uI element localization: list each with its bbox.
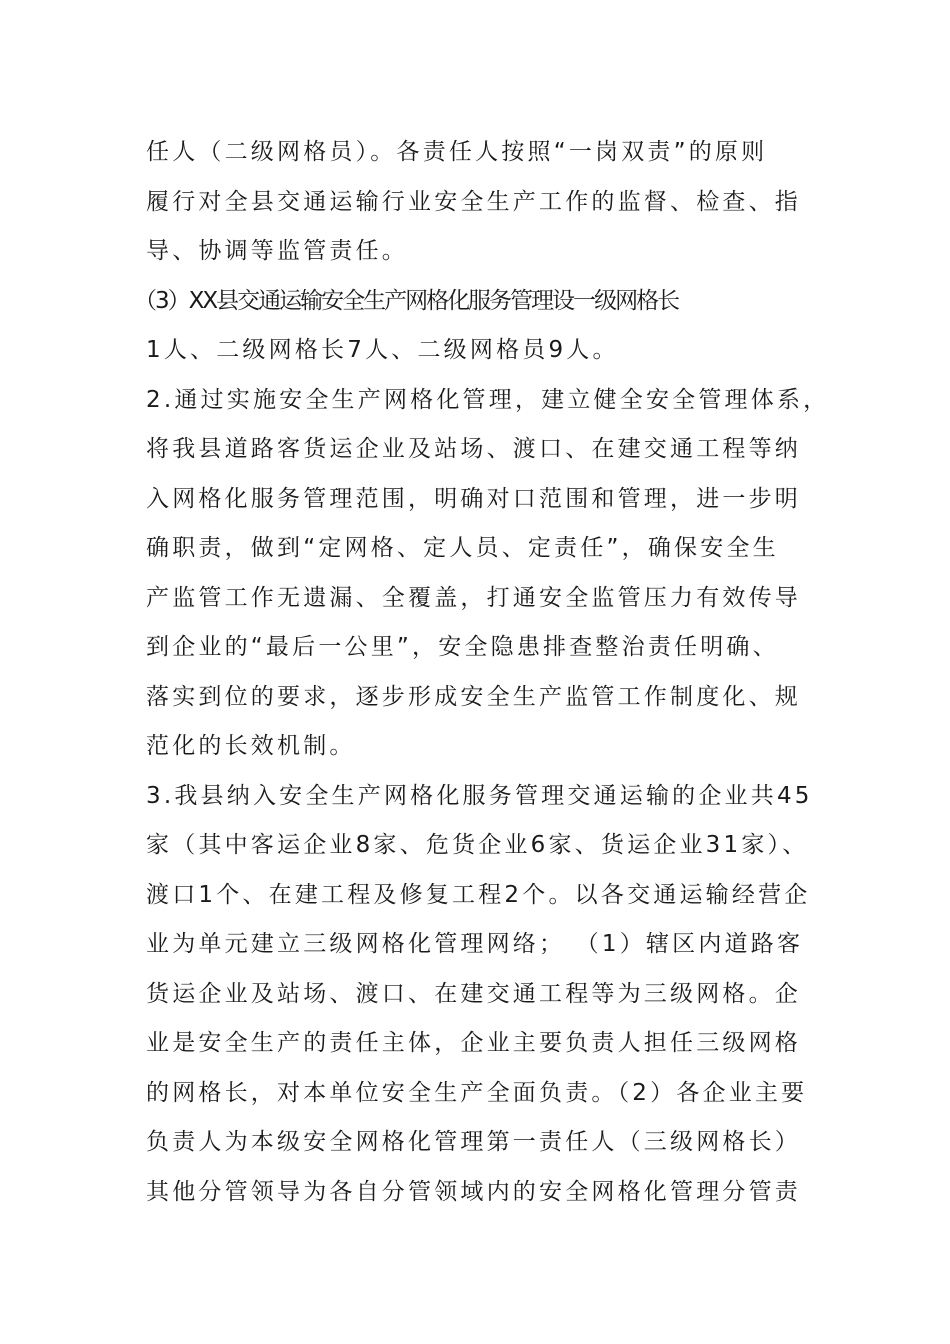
text-line: 货运企业及站场、渡口、在建交通工程等为三级网格。企: [146, 980, 801, 1007]
text-line: 3.我县纳入安全生产网格化服务管理交通运输的企业共45: [146, 782, 813, 809]
text-line: 到企业的“最后一公里”，安全隐患排查整治责任明确、: [146, 634, 779, 660]
text-line: 任人（二级网格员）。各责任人按照“一岗双责”的原则: [146, 139, 768, 165]
document-body: [134, 128, 830, 1217]
text-line: 产监管工作无遗漏、全覆盖，打通安全监管压力有效传导: [146, 584, 801, 611]
text-line: 负责人为本级安全网格化管理第一责任人（三级网格长）: [146, 1129, 801, 1155]
text-line: 导、协调等监管责任。: [146, 238, 408, 264]
text-line: 业是安全生产的责任主体，企业主要负责人担任三级网格: [146, 1030, 801, 1056]
text-line: 1人、二级网格长7人、二级网格员9人。: [146, 337, 619, 363]
text-line: 入网格化服务管理范围，明确对口范围和管理，进一步明: [146, 485, 801, 512]
text-line: 范化的长效机制。: [146, 733, 356, 759]
text-line: 其他分管领导为各自分管领域内的安全网格化管理分管责: [146, 1178, 801, 1205]
text-line: 将我县道路客货运企业及站场、渡口、在建交通工程等纳: [146, 436, 801, 462]
text-line: 的网格长，对本单位安全生产全面负责。（2）各企业主要: [146, 1079, 808, 1106]
text-line: 渡口1个、在建工程及修复工程2个。以各交通运输经营企: [146, 881, 811, 908]
text-line: 履行对全县交通运输行业安全生产工作的监督、检查、指: [146, 188, 801, 215]
text-line: 确职责，做到“定网格、定人员、定责任”，确保安全生: [146, 535, 779, 561]
text-line: 家（其中客运企业8家、危货企业6家、货运企业31家）、: [146, 832, 809, 858]
text-line: 2.通过实施安全生产网格化管理，建立健全安全管理体系，: [146, 386, 830, 413]
text-line: 业为单元建立三级网格化管理网络； （1）辖区内道路客: [146, 931, 804, 957]
text-line: 落实到位的要求，逐步形成安全生产监管工作制度化、规: [146, 683, 801, 710]
text-line: （3）XX县交通运输安全生产网格化服务管理设一级网格长: [134, 287, 679, 314]
